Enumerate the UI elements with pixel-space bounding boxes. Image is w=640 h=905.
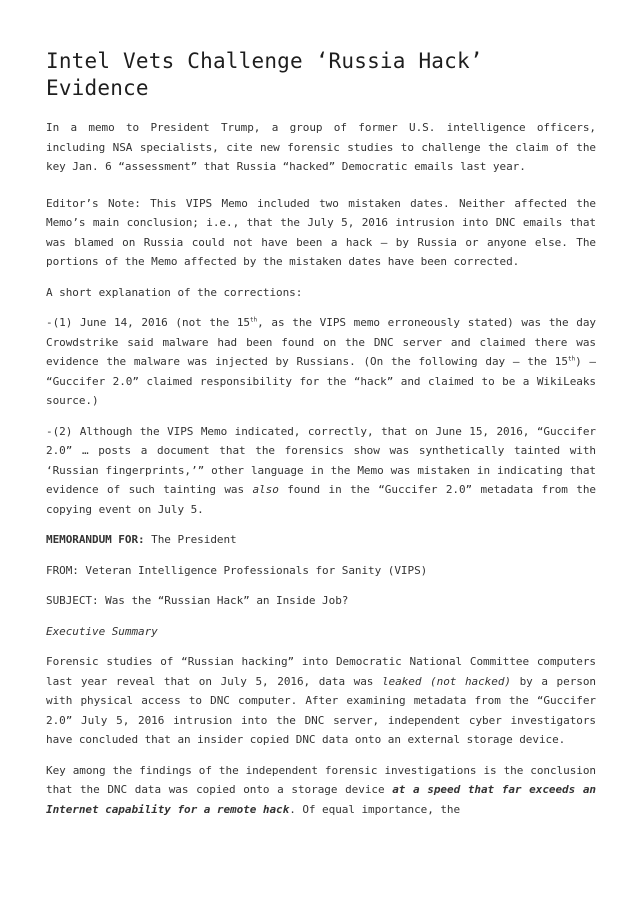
article-lede: In a memo to President Trump, a group of former U.S. intelligence officers, including NSA specialists, cite new forensic studies to challenge the claim of the key Jan. 6 “assessment” that Russia “hacked” Democratic emails last year. [46,121,596,173]
memo-for-label: MEMORANDUM FOR: [46,533,145,546]
body-paragraph-1 [46,652,596,750]
article-title: Intel Vets Challenge ‘Russia Hack’ Evidence [46,49,483,100]
body-2-emphasis: at a speed that far exceeds an Internet capability for a remote hack [46,783,596,816]
correction-2 [46,422,596,520]
executive-summary-heading [46,622,596,642]
correction-2-text-a: -(2) Although the VIPS Memo indicated, correctly, that on June 15, 2016, “Guccifer 2.0” … posts a document that the forensics show was synthetically tainted with ‘Russian fingerprints,’” other language in the Memo was mistaken in indicating that evidence of such tainting was [46,424,596,496]
memo-for-value: The President [144,533,237,546]
memo-for-line [46,530,596,550]
executive-summary-label: Executive Summary [46,624,158,638]
body-1-italic: leaked (not hacked) [381,674,511,688]
correction-2-text-b: found in the “Guccifer 2.0” metadata from the copying event on July 5. [46,483,596,516]
correction-1-text-b: , as the VIPS memo erroneously stated) was the day Crowdstrike said malware had been found on the DNC server and claimed there was evidence the malware was injected by Russians. (On the following day — the 15 [46,316,596,368]
body-1-text-b: by a person with physical access to DNC computer. After examining metadata from the “Guccifer 2.0” July 5, 2016 intrusion into the DNC server, independent cyber investigators have concluded that an insider copied DNC data onto an external storage device. [46,674,596,746]
article [46,48,596,830]
body-1-text-a: Forensic studies of “Russian hacking” into Democratic National Committee computers last year reveal that on July 5, 2016, data was [46,655,596,688]
correction-2-italic: also [252,483,279,496]
correction-1-sup-a: th [250,316,258,324]
corrections-intro: A short explanation of the corrections: [46,285,303,299]
correction-1-text-c: ) — “Guccifer 2.0” claimed responsibility for the “hack” and claimed to be a WikiLeaks source.) [46,355,596,407]
body-2-text-a: Key among the findings of the independent forensic investigations is the conclusion that the DNC data was copied onto a storage device [46,763,596,796]
body-2-text-b: . Of equal importance, the [289,802,461,816]
correction-1-sup-b: th [567,355,576,363]
memo-from-line: FROM: Veteran Intelligence Professionals for Sanity (VIPS) [46,563,428,577]
editor-note: Editor’s Note: This VIPS Memo included two mistaken dates. Neither affected the Memo’s main conclusion; i.e., that the July 5, 2016 intrusion into DNC emails that was blamed on Russia could not have been a hack — by Russia or anyone else. The portions of the Memo affected by the mistaken dates have been corrected. [46,196,596,268]
memo-subject-line: SUBJECT: Was the “Russian Hack” an Inside Job? [46,594,349,607]
body-paragraph-2 [46,761,596,820]
correction-1-text-a: -(1) June 14, 2016 (not the 15 [46,316,250,329]
correction-1 [46,313,596,411]
